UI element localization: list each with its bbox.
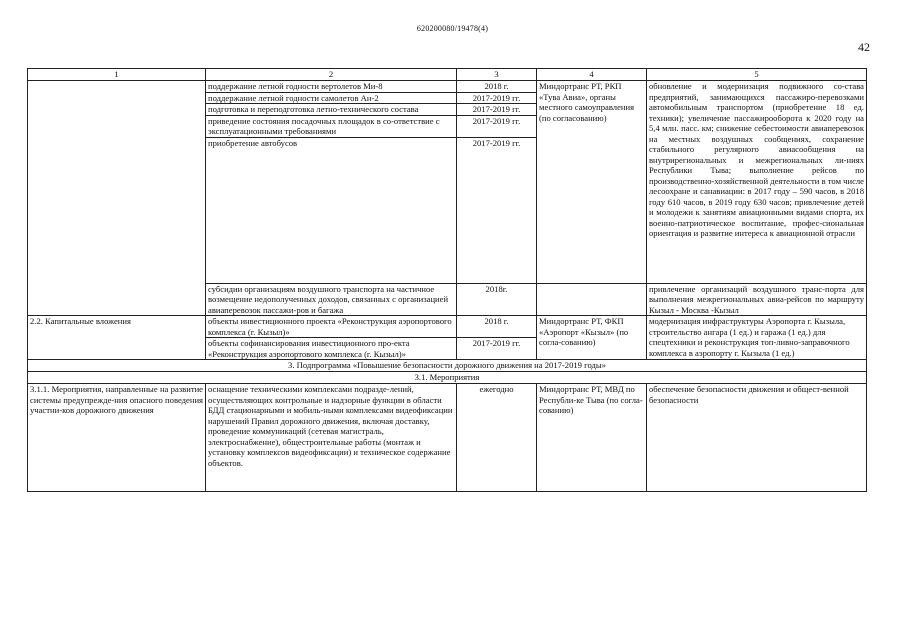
empty-cell — [28, 81, 206, 316]
period-cell: 2017-2019 гг. — [457, 137, 537, 283]
measure-cell: поддержание летной годности вертолетов Ми-8 — [206, 81, 457, 93]
column-header-5: 5 — [647, 69, 867, 81]
period-cell: 2017-2019 гг. — [457, 115, 537, 137]
period-cell: ежегодно — [457, 384, 537, 492]
measure-cell: подготовка и переподготовка летно-технического состава — [206, 104, 457, 116]
period-cell: 2017-2019 гг. — [457, 104, 537, 116]
measure-cell: субсидии организациям воздушного транспорта на частичное возмещение недополученных доходов, связанных с организацией авиаперевозок пассажи-ров и багажа — [206, 283, 457, 316]
result-cell: обеспечение безопасности движения и общест-венной безопасности — [647, 384, 867, 492]
result-cell: модернизация инфраструктуры Аэропорта г. Кызыла, строительство ангара (1 ед.) и гаража (1 ед.) для спецтехники и реконструкция топ-ливно-заправочного комплекса в аэропорту г. Кызыла (1 ед.) — [647, 316, 867, 360]
section-cell: 2.2. Капитальные вложения — [28, 316, 206, 360]
measure-cell: приобретение автобусов — [206, 137, 457, 283]
measures-table — [27, 68, 867, 492]
table-row — [28, 81, 867, 93]
result-cell: обновление и модернизация подвижного со-става предприятий, занимающихся пассажиро-перевозками автомобильным транспортом (приобретение 18 ед. техники); увеличение пассажирооборота к 2020 году на 5,4 млн. пасс. км; снижение себестоимости авиаперевозок на местных воздушных сообщениях, сохранение стабильного регулярного авиасообщения на внутрирегиональных и межрегиональных ли-ниях Республики Тыва; выполнение рейсов по производственно-хозяйственной деятельности в том числе лесоохране и санавиации: в 2017 году – 590 часов, в 2018 году 610 часов, в 2019 году 630 часов; привлечение детей и молодежи к занятиям авиационными видами спорта, их военно-патриотическое воспитание, профес-сиональная ориентация и развитие интереса к авиационной отрасли — [647, 81, 867, 284]
period-cell: 2018г. — [457, 283, 537, 316]
column-header-1: 1 — [28, 69, 206, 81]
document-id: 620200080/19478(4) — [416, 24, 489, 33]
page-number: 42 — [858, 40, 870, 54]
table-row — [28, 372, 867, 384]
table-row — [28, 316, 867, 338]
measure-cell: объекты софинансирования инвестиционного про-екта «Реконструкция аэропортового комплекса (г. Кызыл)» — [206, 338, 457, 360]
period-cell: 2018 г. — [457, 81, 537, 93]
measure-cell: оснащение техническими комплексами подразде-лений, осуществляющих контрольные и надзорные функции в области БДД стационарными и мобиль-ными комплексами видеофиксации нарушений Правил дорожного движения, включая доставку, проведение коммуникаций (сетевая магистраль, электроснабжение), общестроительные работы (монтаж и установку комплексов видеофиксации) и техническое содержание объектов. — [206, 384, 457, 492]
measure-cell: объекты инвестиционного проекта «Реконструкция аэропортового комплекса (г. Кызыл)» — [206, 316, 457, 338]
executors-cell: Миндортранс РТ, РКП «Тува Авиа», органы местного самоуправления (по согласованию) — [537, 81, 647, 284]
measure-cell: приведение состояния посадочных площадок в со-ответствие с эксплуатационными требованиями — [206, 115, 457, 137]
section-cell: 3.1.1. Мероприятия, направленные на развитие системы предупрежде-ния опасного поведения участни-ков дорожного движения — [28, 384, 206, 492]
executors-cell: Миндортранс РТ, МВД по Республи-ке Тыва (по согла-сованию) — [537, 384, 647, 492]
column-header-2: 2 — [206, 69, 457, 81]
period-cell: 2017-2019 гг. — [457, 338, 537, 360]
measure-cell: поддержание летной годности самолетов Ан-2 — [206, 92, 457, 104]
period-cell: 2017-2019 гг. — [457, 92, 537, 104]
column-header-3: 3 — [457, 69, 537, 81]
table-row — [28, 360, 867, 372]
result-cell: привлечение организаций воздушного транс-порта для выполнения межрегиональных авиа-рейсов по маршруту Кызыл - Москва -Кызыл — [647, 283, 867, 316]
header-row — [28, 69, 867, 81]
table-row — [28, 384, 867, 492]
column-header-4: 4 — [537, 69, 647, 81]
executors-cell: Миндортранс РТ, ФКП «Аэропорт «Кызыл» (по согла-сованию) — [537, 316, 647, 360]
subprogram-heading: 3. Подпрограмма «Повышение безопасности дорожного движения на 2017-2019 годы» — [28, 360, 867, 372]
period-cell: 2018 г. — [457, 316, 537, 338]
executors-cell — [537, 283, 647, 316]
activities-heading: 3.1. Мероприятия — [28, 372, 867, 384]
